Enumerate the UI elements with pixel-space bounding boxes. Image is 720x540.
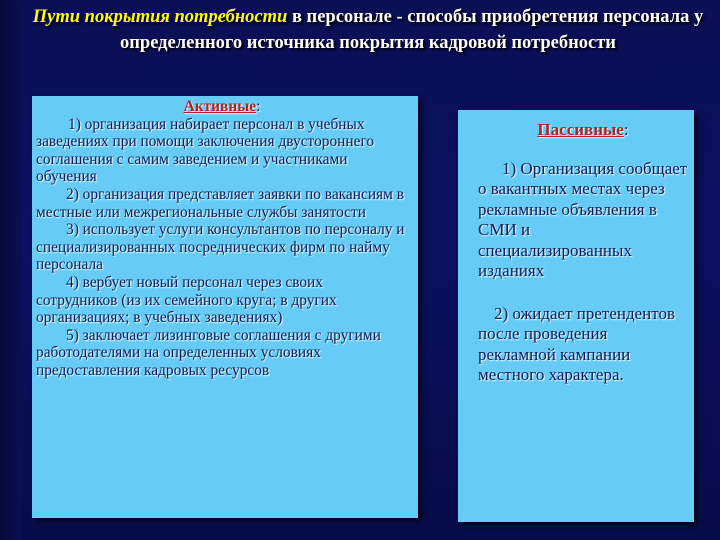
passive-heading: Пассивные xyxy=(537,120,624,139)
active-item: 2) организация представляет заявки по вакансиям в местные или межрегиональные службы занятости xyxy=(36,185,404,221)
active-item: 4) вербует новый персонал через своих сотрудников (из их семейного круга; в других организациях; в учебных заведениях) xyxy=(36,273,337,327)
slide-title xyxy=(18,4,718,56)
passive-methods-panel xyxy=(458,110,694,522)
passive-heading-colon: : xyxy=(623,120,629,139)
passive-item: 1) Организация сообщает о вакантных местах через рекламные объявления в СМИ и специализированных изданиях xyxy=(478,158,688,280)
active-heading-line xyxy=(36,98,408,116)
passive-heading-line xyxy=(478,120,688,141)
active-heading-colon: : xyxy=(256,98,261,115)
active-item: 3) использует услуги консультантов по персоналу и специализированных посреднических фирм по найму персонала xyxy=(36,221,405,274)
passive-item: 2) ожидает претендентов после проведения рекламной кампании местного характера. xyxy=(478,303,675,384)
active-item: 1) организация набирает персонал в учебных заведениях при помощи заключения двустороннего соглашения с самим заведением и участниками обучения xyxy=(36,115,375,186)
active-item: 5) заключает лизинговые соглашения с другими работодателями на определенных условиях предоставления кадровых ресурсов xyxy=(36,326,381,379)
title-emphasis: Пути покрытия потребности xyxy=(32,7,288,27)
left-decorative-rail xyxy=(0,0,22,540)
title-rest: в персонале - способы приобретения персонала у определенного источника покрытия кадровой потребности xyxy=(120,7,704,53)
active-heading: Активные xyxy=(183,98,257,115)
active-methods-panel xyxy=(32,96,418,518)
